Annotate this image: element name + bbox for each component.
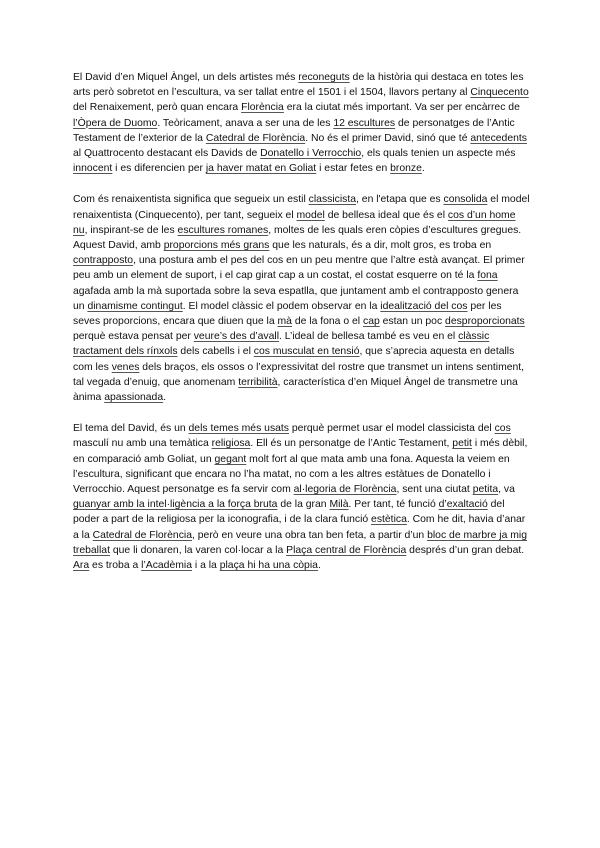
text-segment: . Per tant, té funció <box>348 499 439 511</box>
underlined-term: l’Òpera de Duomo <box>73 117 158 129</box>
underlined-term: religiosa <box>211 438 251 450</box>
underlined-term: consolida <box>443 194 488 206</box>
underlined-term: classicista <box>308 194 357 206</box>
underlined-term: petita <box>472 484 499 496</box>
underlined-term: contrapposto <box>73 255 134 267</box>
underlined-term: proporcions més grans <box>163 240 270 252</box>
underlined-term: 12 escultures <box>333 117 396 129</box>
text-segment: i més dèbil, en comparació amb Goliat, un <box>73 438 528 465</box>
underlined-term: cos d’un home nu <box>73 209 516 236</box>
underlined-term: terribilità <box>238 376 278 388</box>
underlined-term: Plaça central de Florència <box>286 544 407 556</box>
text-segment: el model renaixentista (Cinquecento), per tant, segueix el <box>73 194 530 221</box>
text-segment: després d’un gran debat. <box>406 544 525 556</box>
text-segment: . Ell és un personatge de l’Antic Testament, <box>250 438 453 450</box>
text-segment: . Com he dit, havia d’anar a la <box>73 514 526 541</box>
text-segment: de la història qui destaca en totes les arts però sobretot en l’escultura, va ser tallat entre el 1501 i el 1504, llavors pertany al <box>73 72 524 99</box>
underlined-term: l’Acadèmia <box>141 560 192 572</box>
underlined-term: desproporcionats <box>445 316 525 328</box>
underlined-term: venes <box>111 361 140 373</box>
text-segment: . <box>163 392 167 404</box>
underlined-term: Ara <box>73 560 90 572</box>
underlined-term: al·legoria de Florència <box>293 484 397 496</box>
underlined-term: fona <box>477 270 498 282</box>
text-segment: de personatges de l’Antic Testament de l’exterior de la <box>73 117 515 144</box>
text-segment: de la fona o el <box>291 316 363 328</box>
text-segment: dels cabells i el <box>177 346 254 358</box>
underlined-term: reconeguts <box>298 72 350 83</box>
text-segment: del poder a part de la religiosa per la iconografia, i de la clara funció <box>73 499 505 526</box>
text-segment: El David d’en Miquel Àngel, un dels artistes més <box>73 72 299 83</box>
underlined-term: d’exaltació <box>438 499 488 511</box>
underlined-term: gegant <box>214 453 247 465</box>
text-segment: i a la <box>191 560 220 572</box>
text-segment: . Teòricament, anava a ser una de les <box>157 117 334 129</box>
text-segment: , una postura amb el pes del cos en un peu mentre que l’altre està avançat. El primer peu amb un element de suport, i el cap girat cap a un costat, el costat esquerre on té la <box>73 255 525 282</box>
text-segment: , moltes de les quals eren còpies d’escultures gregues. Aquest David, amb <box>73 224 522 252</box>
underlined-term: cos musculat en tensió <box>253 346 360 358</box>
text-segment: estan un poc <box>379 316 446 328</box>
underlined-term: Cinquecento <box>470 87 529 99</box>
text-segment: i es diferencien per <box>112 163 206 175</box>
underlined-term: bronze <box>390 163 422 175</box>
underlined-term: Milà <box>329 499 349 511</box>
text-segment: que li donaren, la varen col·locar a la <box>109 544 287 556</box>
underlined-term: Catedral de Florència <box>205 132 306 144</box>
text-segment: , però en veure una obra tan ben feta, a partir d’un <box>191 529 428 541</box>
underlined-term: cap <box>363 316 380 328</box>
text-segment: . <box>421 163 425 175</box>
underlined-term: bloc de marbre ja mig treballat <box>73 529 528 556</box>
text-segment: molt fort al que mata amb una fona. Aquesta la veiem en l’escultura, significant que encara no l’ha matat, no com a les altres estàtues de Donatello i Verrocchio. Aquest personatge es fa servir com <box>73 453 510 496</box>
underlined-term: apassionada <box>104 392 164 404</box>
text-segment: era la ciutat més important. Va ser per encàrrec de <box>283 102 520 114</box>
underlined-term: innocent <box>73 163 113 175</box>
text-segment: . El model clàssic el podem observar en la <box>182 300 381 312</box>
text-segment: al Quattrocento destacant els Davids de <box>73 148 261 160</box>
underlined-term: dels temes més usats <box>188 423 289 435</box>
text-segment: . No és el primer David, sinó que té <box>305 132 471 144</box>
text-segment: perquè permet usar el model classicista del <box>289 423 495 435</box>
text-segment: dels braços, els ossos o l’expressivitat del rostre que transmet un intens sentiment, tal vegada d’enuig, que anomenam <box>73 361 525 388</box>
underlined-term: Florència <box>241 102 284 114</box>
text-segment: i estar fetes en <box>316 163 391 175</box>
paragraph-style <box>73 192 531 405</box>
text-segment: agafada amb la mà suportada sobre la seva espatlla, que juntament amb el contrapposto genera un <box>73 285 519 312</box>
text-segment: que les naturals, és a dir, molt gros, es troba en <box>269 240 492 252</box>
text-segment: . <box>317 560 321 572</box>
text-segment: del Renaixement, però quan encara <box>73 102 242 114</box>
paragraph-intro <box>73 70 531 176</box>
text-segment: , característica d’en Miquel Àngel de transmetre una ànima <box>73 376 518 404</box>
underlined-term: plaça hi ha una còpia <box>219 560 318 572</box>
text-segment: perquè estava pensat per <box>73 331 194 343</box>
underlined-term: cos <box>494 423 511 435</box>
text-segment: , sent una ciutat <box>396 484 473 496</box>
text-segment: , els quals tenien un aspecte més <box>361 148 516 160</box>
underlined-term: model <box>296 209 325 221</box>
text-segment: , inspirant-se de les <box>84 224 178 236</box>
underlined-term: clàssic tractament dels rínxols <box>73 331 490 358</box>
text-segment: de la gran <box>277 499 330 511</box>
text-segment: masculí nu amb una temàtica <box>73 438 212 450</box>
text-segment: , en l'etapa que es <box>356 194 444 206</box>
document-body <box>73 70 531 589</box>
text-segment: es troba a <box>89 560 142 572</box>
underlined-term: antecedents <box>470 132 527 144</box>
underlined-term: guanyar amb la intel·ligència a la força bruta <box>73 499 278 511</box>
underlined-term: idealització del cos <box>380 300 468 312</box>
underlined-term: ja haver matat en Goliat <box>205 163 317 175</box>
underlined-term: petit <box>452 438 472 450</box>
text-segment: de bellesa ideal que és el <box>324 209 448 221</box>
text-segment: , que s’aprecia aquesta en detalls com les <box>73 346 515 373</box>
underlined-term: Catedral de Florència <box>92 529 192 541</box>
text-segment: Com és renaixentista significa que segueix un estil <box>73 194 309 206</box>
text-segment: , va <box>498 484 515 496</box>
text-segment: . L’ideal de bellesa també es veu en el <box>279 331 459 343</box>
underlined-term: dinamisme contingut <box>87 300 183 312</box>
paragraph-theme <box>73 421 531 573</box>
text-segment: El tema del David, és un <box>73 423 189 435</box>
underlined-term: Donatello i Verrocchio <box>260 148 362 160</box>
underlined-term: mà <box>277 316 292 328</box>
underlined-term: estètica <box>371 514 407 526</box>
underlined-term: veure’s des d’avall <box>193 331 280 343</box>
text-segment: per les seves proporcions, encara que diuen que la <box>73 300 502 328</box>
underlined-term: escultures romanes <box>177 224 269 236</box>
